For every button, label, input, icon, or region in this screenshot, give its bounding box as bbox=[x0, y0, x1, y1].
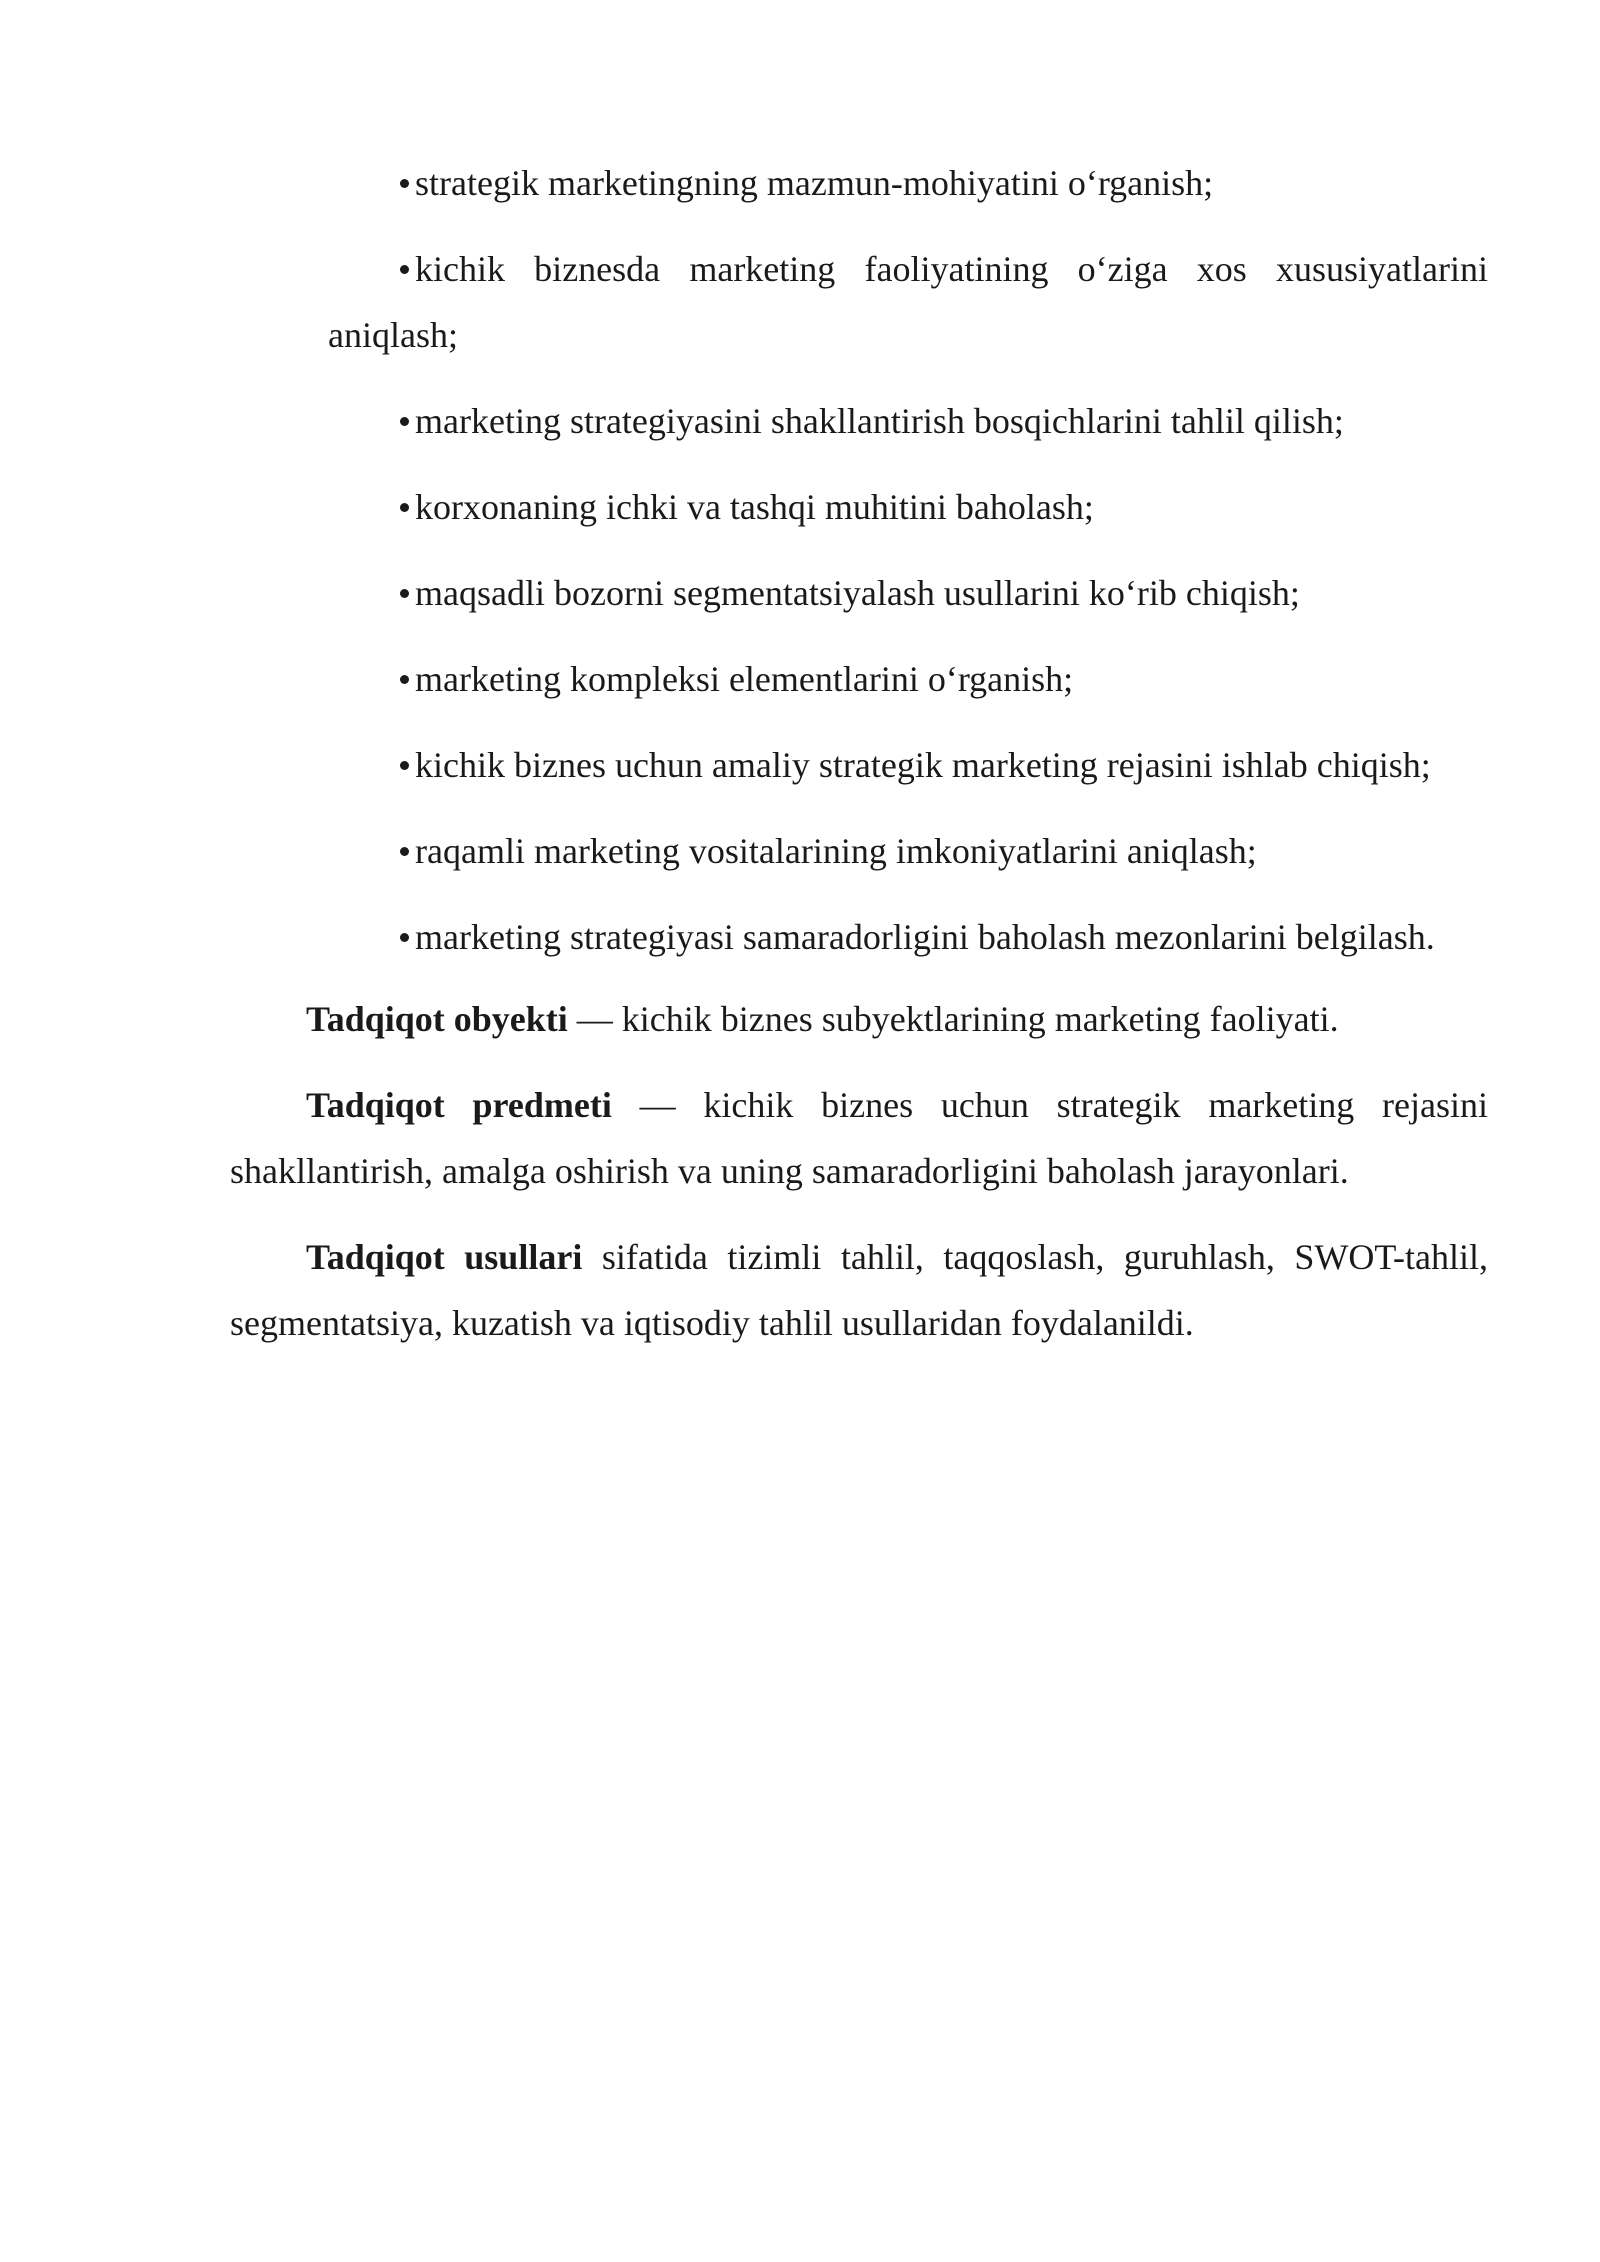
research-subject-text: — kichik biznes uchun strategik marketing rejasini shakllantirish, amalga oshirish va uning samaradorligini baholash jarayonlari. bbox=[230, 1085, 1488, 1191]
list-item-text: korxonaning ichki va tashqi muhitini baholash; bbox=[415, 487, 1094, 527]
list-item-text: maqsadli bozorni segmentatsiyalash usullarini ko‘rib chiqish; bbox=[415, 573, 1300, 613]
list-item bbox=[328, 818, 1488, 884]
research-methods-paragraph bbox=[230, 1224, 1488, 1356]
bullet-icon bbox=[400, 675, 409, 684]
research-subject-paragraph bbox=[230, 1072, 1488, 1204]
research-methods-term: Tadqiqot usullari bbox=[306, 1237, 583, 1277]
list-item-text: marketing strategiyasini shakllantirish bosqichlarini tahlil qilish; bbox=[415, 401, 1344, 441]
list-item bbox=[328, 388, 1488, 454]
list-item bbox=[328, 904, 1488, 970]
list-item-text: kichik biznes uchun amaliy strategik marketing rejasini ishlab chiqish; bbox=[415, 745, 1431, 785]
research-methods-text: sifatida tizimli tahlil, taqqoslash, guruhlash, SWOT-tahlil, segmentatsiya, kuzatish va iqtisodiy tahlil usullaridan foydalanildi. bbox=[230, 1237, 1488, 1343]
bullet-icon bbox=[400, 417, 409, 426]
research-object-text: — kichik biznes subyektlarining marketing faoliyati. bbox=[567, 999, 1339, 1039]
list-item bbox=[328, 560, 1488, 626]
list-item-text: marketing strategiyasi samaradorligini baholash mezonlarini belgilash. bbox=[415, 917, 1435, 957]
list-item bbox=[328, 646, 1488, 712]
bullet-icon bbox=[400, 589, 409, 598]
research-object-term: Tadqiqot obyekti bbox=[306, 999, 568, 1039]
list-item-text: raqamli marketing vositalarining imkoniyatlarini aniqlash; bbox=[415, 831, 1257, 871]
list-item bbox=[328, 236, 1488, 368]
list-item-text: kichik biznesda marketing faoliyatining o‘ziga xos xususiyatlarini aniqlash; bbox=[328, 249, 1488, 355]
research-subject-term: Tadqiqot predmeti bbox=[306, 1085, 612, 1125]
research-object-paragraph bbox=[230, 986, 1488, 1052]
list-item bbox=[328, 474, 1488, 540]
bullet-icon bbox=[400, 933, 409, 942]
list-item bbox=[328, 732, 1488, 798]
bullet-icon bbox=[400, 761, 409, 770]
bullet-icon bbox=[400, 265, 409, 274]
bullet-icon bbox=[400, 503, 409, 512]
list-item-text: strategik marketingning mazmun-mohiyatini o‘rganish; bbox=[415, 163, 1214, 203]
list-item-text: marketing kompleksi elementlarini o‘rganish; bbox=[415, 659, 1074, 699]
bullet-icon bbox=[400, 847, 409, 856]
bullet-icon bbox=[400, 179, 409, 188]
list-item bbox=[328, 150, 1488, 216]
research-tasks-list bbox=[328, 150, 1488, 990]
